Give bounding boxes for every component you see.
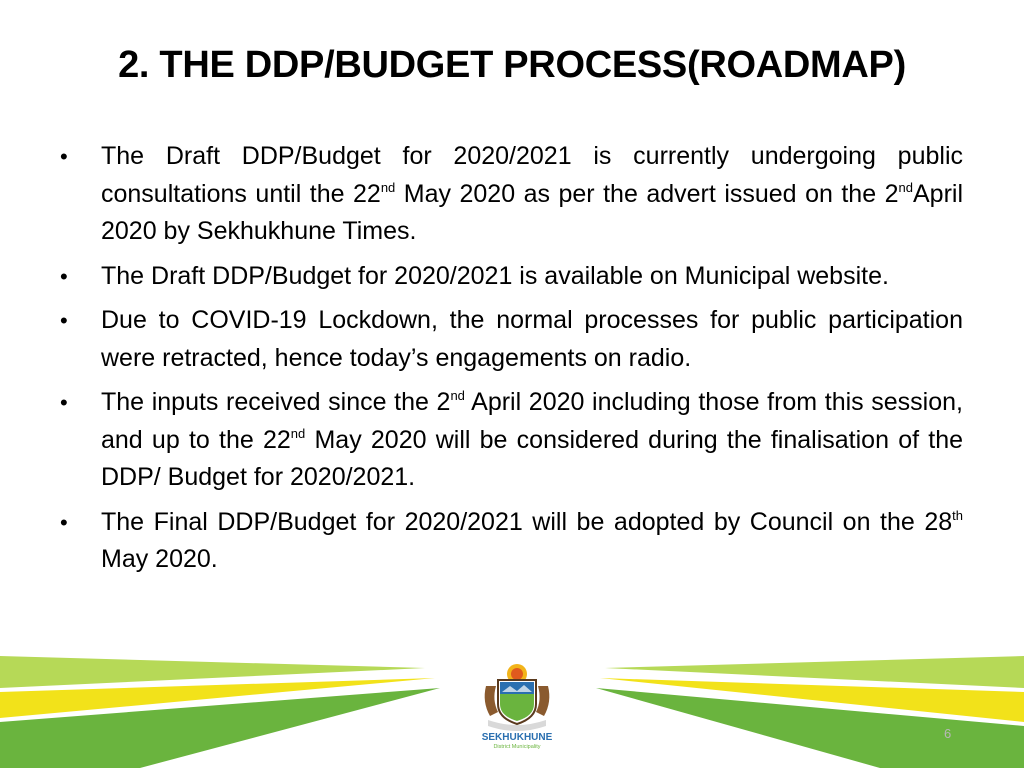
superscript: nd — [450, 388, 465, 403]
bullet-text: The Draft DDP/Budget for 2020/2021 is available on Municipal website. — [101, 261, 889, 290]
bullet-text: April 2020 by Sekhukhune Times. — [101, 179, 963, 245]
bullet-text: The Draft DDP/Budget for 2020/2021 is currently undergoing public consultations until the 22 — [101, 142, 963, 208]
bullet-dot: • — [60, 509, 68, 535]
bullet-dot: • — [60, 308, 68, 333]
bullet-dot: • — [60, 390, 68, 415]
bullet-text: The Final DDP/Budget for 2020/2021 will be adopted by Council on the 28 — [101, 507, 953, 536]
bullet-item-3 — [60, 302, 963, 377]
bullet-item-4 — [60, 384, 963, 497]
sekhukhune-logo — [476, 654, 558, 750]
bullet-text: May 2020 will be considered during the finalisation of the DDP/ Budget for 2020/2021. — [101, 425, 964, 491]
bullet-item-2 — [60, 258, 963, 296]
superscript: nd — [290, 425, 306, 441]
bullet-text: May 2020. — [101, 545, 218, 573]
bullet-text: April 2020 including those from this session, and up to the 22 — [101, 388, 963, 454]
bullet-text: Due to COVID-19 Lockdown, the normal processes for public participation were retracted, hence today’s engagements on radio. — [101, 306, 963, 372]
superscript: nd — [898, 179, 913, 195]
slide-title: 2. THE DDP/BUDGET PROCESS(ROADMAP) — [118, 44, 906, 86]
bullet-item-5 — [60, 504, 963, 579]
logo-text: SEKHUKHUNE — [481, 732, 553, 743]
bullet-item-1 — [60, 138, 963, 251]
page-number: 6 — [944, 726, 952, 741]
bullet-text: The inputs received since the 2 — [101, 388, 451, 416]
bullet-dot: • — [60, 263, 68, 289]
logo-subtext: District Municipality — [493, 744, 541, 750]
superscript: nd — [380, 179, 396, 195]
bullet-dot: • — [60, 144, 68, 169]
bullet-text: May 2020 as per the advert issued on the 2 — [395, 179, 899, 208]
superscript: th — [952, 507, 963, 523]
bullet-list — [60, 138, 963, 586]
